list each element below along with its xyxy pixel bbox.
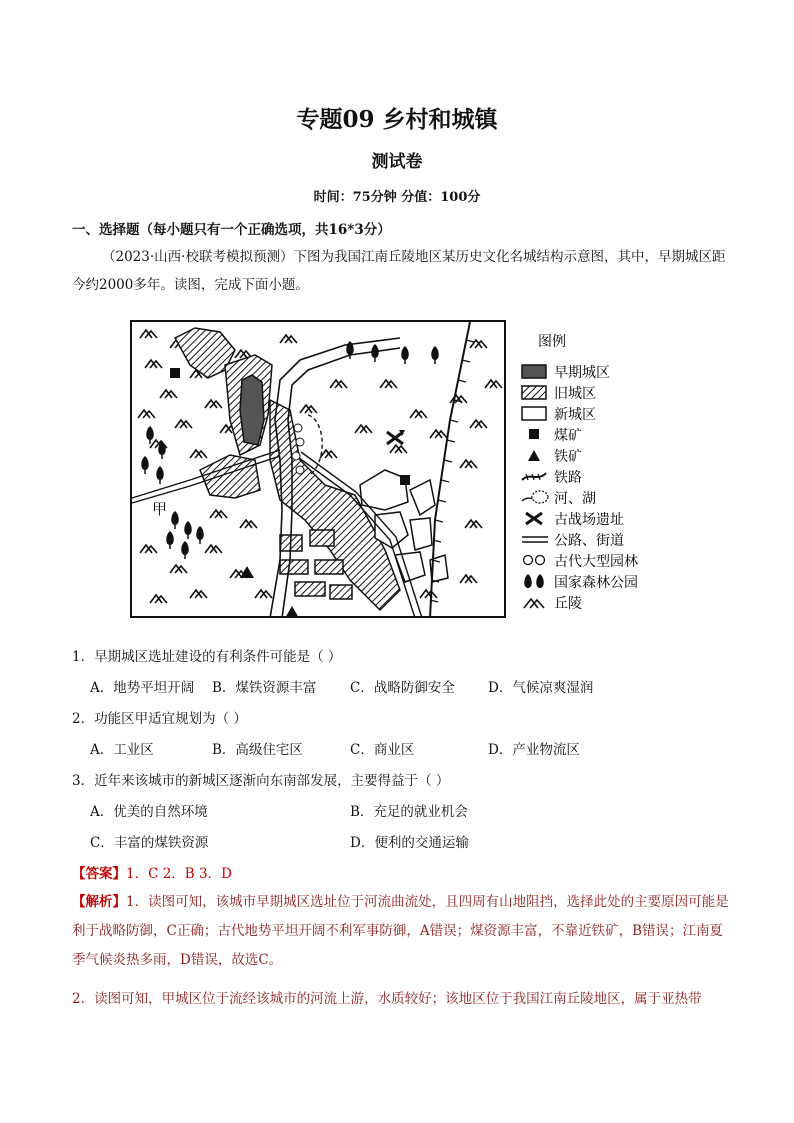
analysis-text-1: 1．读图可知，该城市早期城区选址位于河流曲流处，且四周有山地阻挡，选择此处的主要原因可能是利于战略防御，C正确；古代地势平坦开阔不利军事防御，A错误；煤资源丰富，不靠近铁矿，B错误；江南夏季气候炎热多雨，D错误，故选C。 [72,894,729,968]
river-lake-icon [522,491,548,503]
answer-label: 【答案】 [72,866,126,882]
legend-item [528,448,582,465]
q3-option-c[interactable]: C．丰富的煤铁资源 [90,835,209,851]
early-city-area [240,375,264,445]
legend-item [529,427,582,444]
early-district-swatch [522,365,546,378]
q3-option-b[interactable]: B．充足的就业机会 [350,804,468,820]
railway-icon [522,473,546,480]
legend-label: 丘陵 [554,596,582,612]
legend-item [524,574,638,591]
analysis-label: 【解析】 [72,894,126,910]
page-subtitle: 测试卷 [371,152,423,172]
legend-label: 煤矿 [554,428,582,444]
garden-icon [524,556,545,565]
answer-text: 1．C 2．B 3．D [126,866,232,882]
legend-item [524,595,582,612]
legend-item [524,553,639,570]
hill-icon [524,599,544,608]
road-icon [522,537,548,542]
question-1-stem: 1．早期城区选址建设的有利条件可能是（ ） [72,649,342,665]
q3-option-d[interactable]: D．便利的交通运输 [350,835,469,851]
label-jia: 甲 [152,500,168,518]
section-heading: 一、选择题（每小题只有一个正确选项，共16*3分） [72,222,391,238]
legend-label: 铁路 [554,470,582,486]
legend-label: 公路、街道 [554,533,624,549]
legend-label: 铁矿 [554,449,582,465]
coal-mine-icon [529,429,539,439]
question-2-stem: 2．功能区甲适宜规划为（ ） [72,711,247,727]
legend-item [522,533,624,549]
forest-park-icon [524,574,544,588]
legend-label: 国家森林公园 [554,575,638,591]
legend-item [522,407,596,423]
answer-line [72,862,232,882]
map-legend [522,334,638,612]
legend-label: 早期城区 [554,365,610,381]
analysis-paragraph-2: 2．读图可知，甲城区位于流经该城市的河流上游，水质较好；该地区位于我国江南丘陵地区，属于亚热带 [72,991,702,1007]
legend-title: 图例 [538,334,566,350]
coal-mine-icon [400,475,410,485]
legend-label: 新城区 [554,407,596,423]
old-district-swatch [522,386,546,399]
city-structure-map [130,320,650,620]
q1-option-d[interactable]: D．气候凉爽湿润 [488,680,594,696]
q2-option-a[interactable]: A．工业区 [90,742,154,758]
q2-option-d[interactable]: D．产业物流区 [488,742,580,758]
question-3-stem: 3．近年来该城市的新城区逐渐向东南部发展，主要得益于（ ） [72,773,450,789]
time-info: 时间：75分钟 分值：100分 [313,190,481,205]
legend-label: 旧城区 [554,386,596,402]
q2-option-c[interactable]: C．商业区 [350,742,415,758]
iron-mine-icon [528,450,540,461]
battlefield-icon [526,513,542,524]
legend-item [522,469,582,486]
q1-option-c[interactable]: C．战略防御安全 [350,680,455,696]
legend-item [522,386,596,402]
map-frame [131,321,505,618]
legend-label: 古代大型园林 [554,554,638,570]
legend-item [526,511,624,528]
legend-label: 河、湖 [554,491,596,507]
q1-option-a[interactable]: A．地势平坦开阔 [90,680,195,696]
analysis-paragraph-1 [72,888,732,975]
legend-item [522,365,610,381]
legend-item [522,491,596,507]
legend-label: 古战场遗址 [554,512,624,528]
question-intro: （2023·山西·校联考模拟预测）下图为我国江南丘陵地区某历史文化名城结构示意图，其中，早期城区距今约2000多年。读图，完成下面小题。 [72,249,726,293]
q2-option-b[interactable]: B．高级住宅区 [212,742,303,758]
coal-mine-icon [170,368,180,378]
q1-option-b[interactable]: B．煤铁资源丰富 [212,680,317,696]
page-title: 专题09 乡村和城镇 [296,106,498,133]
new-district-swatch [522,407,546,420]
q3-option-a[interactable]: A．优美的自然环境 [90,804,208,820]
